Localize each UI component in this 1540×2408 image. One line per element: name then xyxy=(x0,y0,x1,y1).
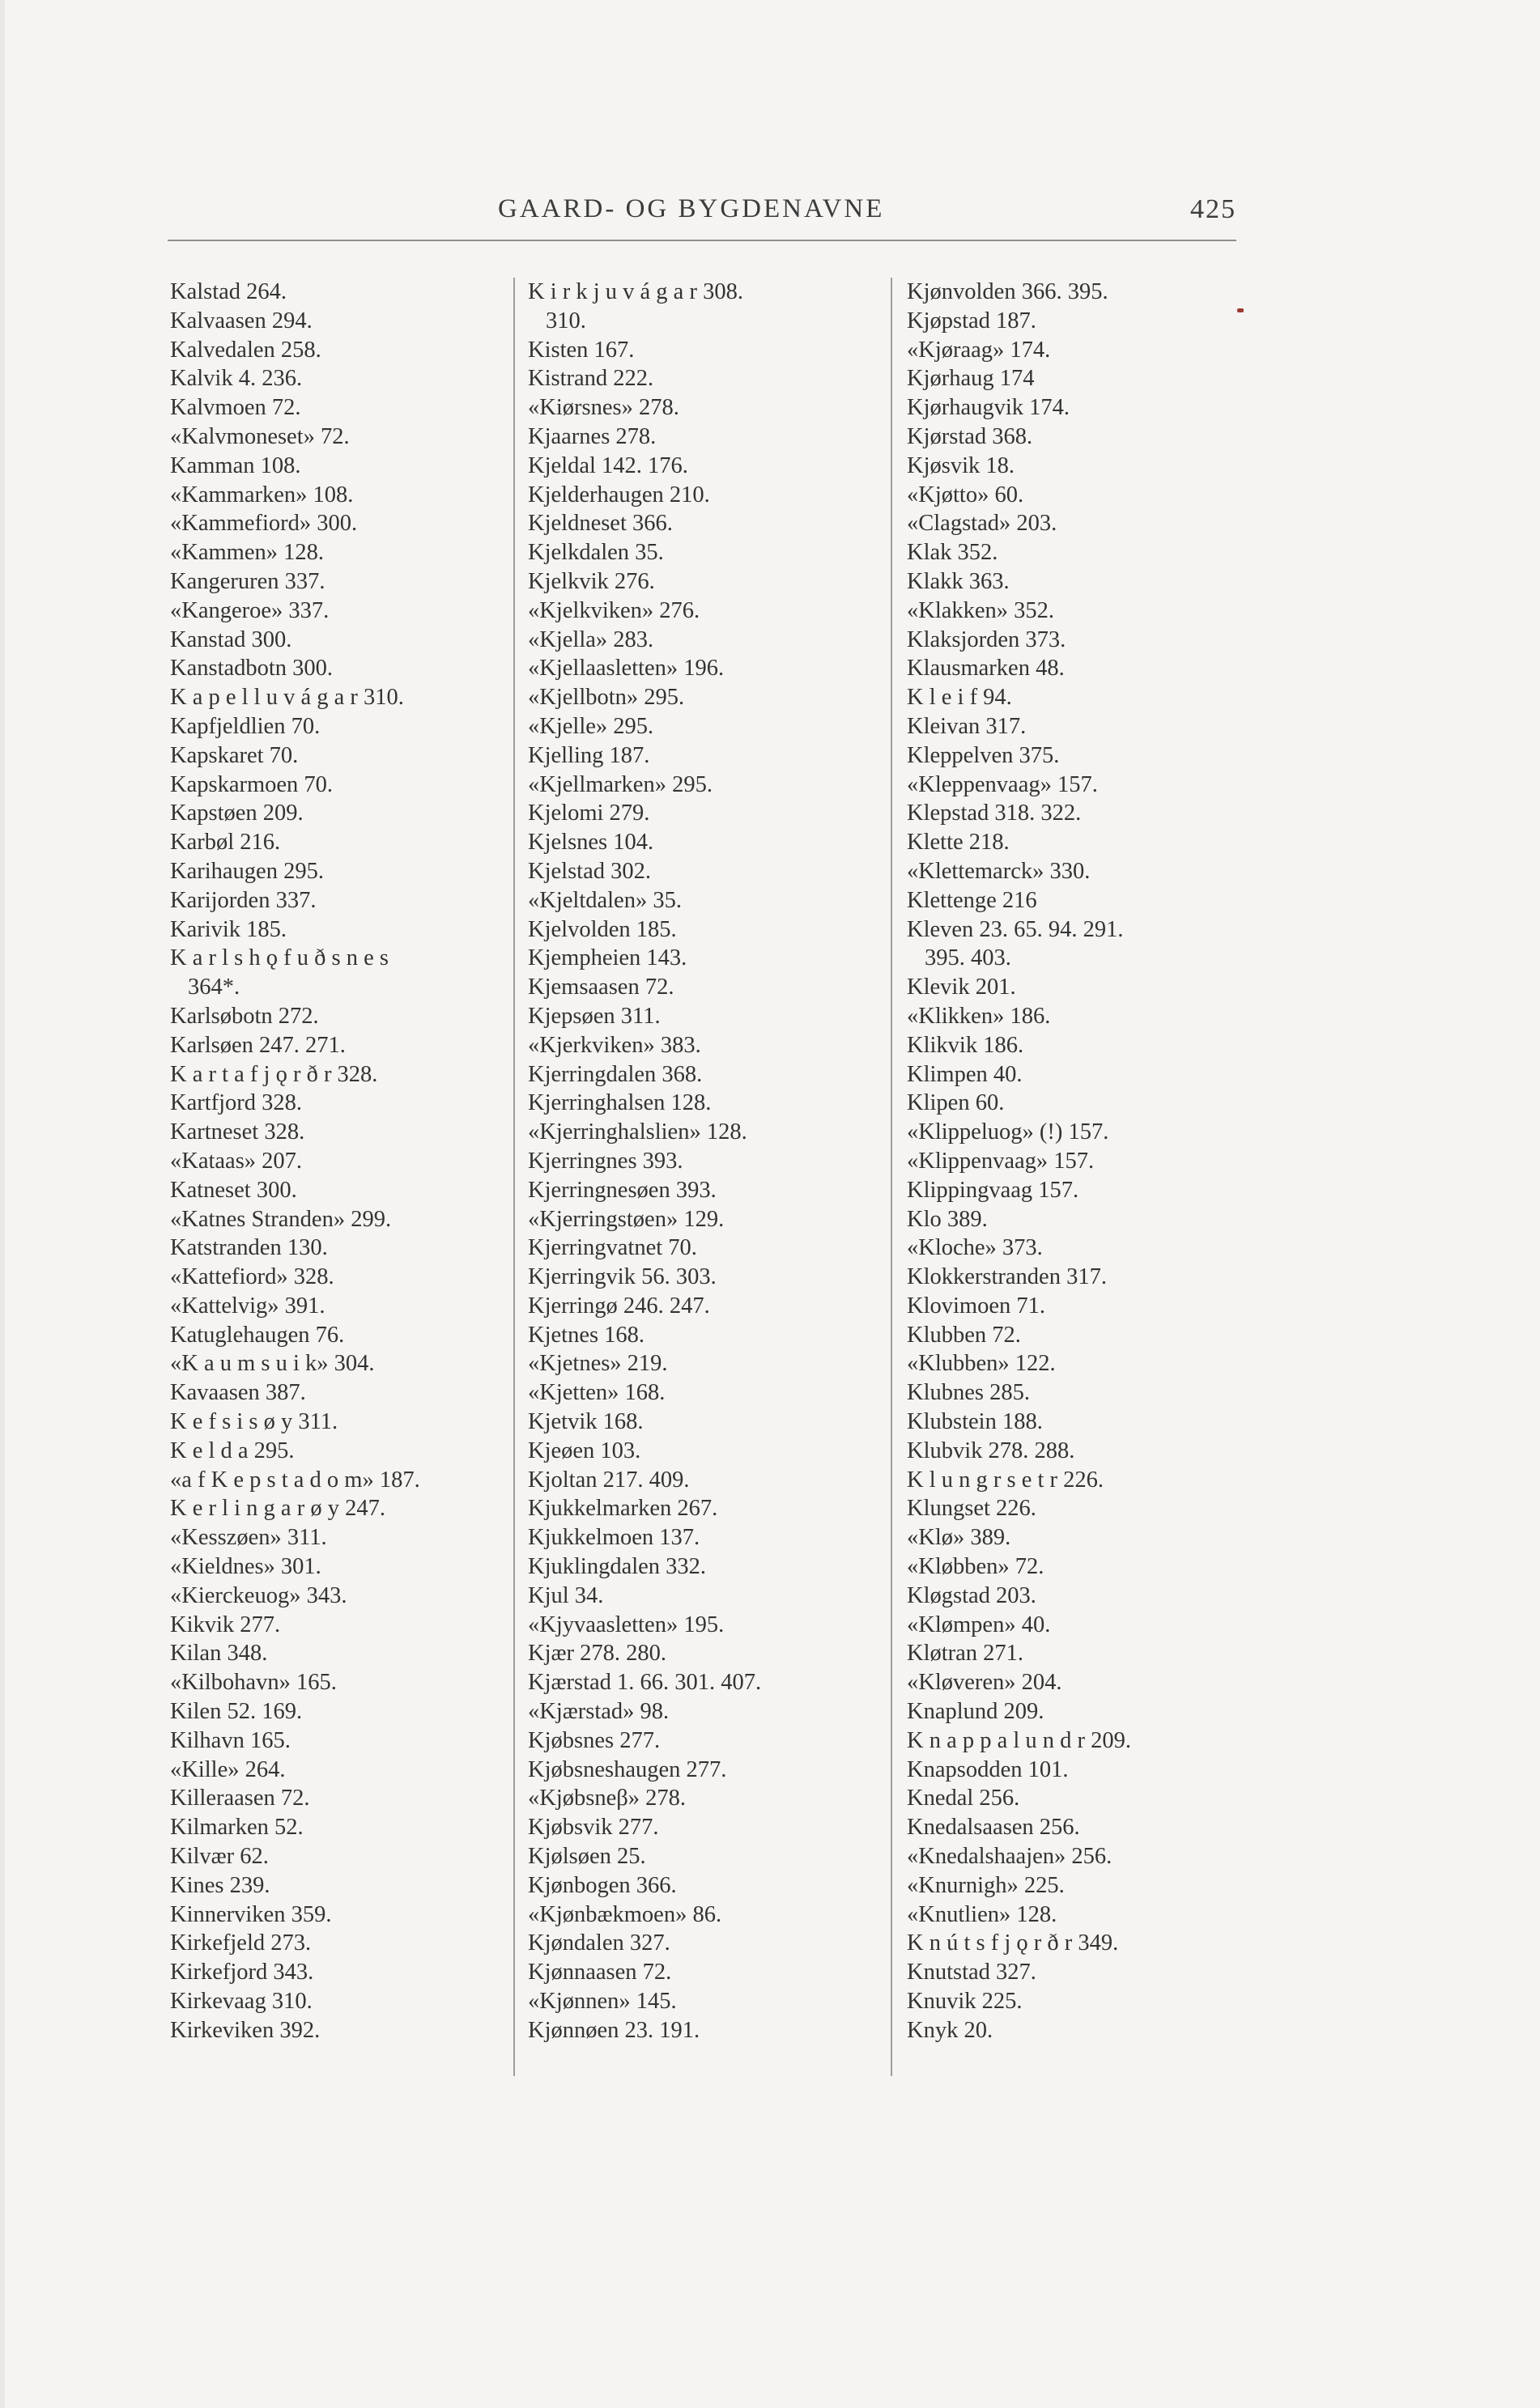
index-entry: Kjelling 187. xyxy=(528,742,650,768)
index-entry: Kangeruren 337. xyxy=(170,568,325,594)
index-entry: Kalvik 4. 236. xyxy=(170,366,303,392)
index-entry: «Katnes Stranden» 299. xyxy=(170,1206,392,1232)
index-entry: Kjukkelmarken 267. xyxy=(528,1496,718,1522)
index-entry: «Kjellaasletten» 196. xyxy=(528,656,725,682)
index-entry: Kjøbsnes 277. xyxy=(528,1727,661,1753)
index-entry: Kjemsaasen 72. xyxy=(528,975,674,1000)
index-entry: Kjul 34. xyxy=(528,1582,604,1608)
index-entry: Kalvmoen 72. xyxy=(170,395,301,421)
index-entry: Kilan 348. xyxy=(170,1641,268,1667)
index-entry: Kjøbsneshaugen 277. xyxy=(528,1756,727,1782)
index-entry: «Kataas» 207. xyxy=(170,1148,303,1174)
index-entry: Klausmarken 48. xyxy=(907,656,1065,682)
index-entry: Klungset 226. xyxy=(907,1496,1036,1522)
index-entry: «Kjærstad» 98. xyxy=(528,1699,670,1725)
index-entry: «a f K e p s t a d o m» 187. xyxy=(170,1467,420,1493)
index-entry: «Kille» 264. xyxy=(170,1756,286,1782)
index-column-3 xyxy=(907,278,1263,2045)
index-entry: Kjeøen 103. xyxy=(528,1438,641,1463)
index-entry: Kjærstad 1. 66. 301. 407. xyxy=(528,1670,762,1696)
index-entry: Knuvik 225. xyxy=(907,1989,1023,2015)
index-entry: K e l d a 295. xyxy=(170,1438,295,1463)
index-entry: «Knutlien» 128. xyxy=(907,1901,1057,1927)
index-entry: Kjoltan 217. 409. xyxy=(528,1467,690,1493)
index-entry: Kapskaret 70. xyxy=(170,742,299,768)
index-entry: Kjeldneset 366. xyxy=(528,511,673,537)
index-entry: Kartneset 328. xyxy=(170,1119,305,1145)
index-entry: Kjerringnesøen 393. xyxy=(528,1177,717,1203)
index-entry: Kirkefjord 343. xyxy=(170,1960,314,1985)
index-entry: «Kjønnen» 145. xyxy=(528,1989,677,2015)
index-entry: Kinnerviken 359. xyxy=(170,1901,332,1927)
index-entry: «Kloche» 373. xyxy=(907,1235,1043,1261)
index-entry: Kjerringø 246. 247. xyxy=(528,1293,710,1319)
index-entry: Karivik 185. xyxy=(170,916,287,942)
index-entry: Karijorden 337. xyxy=(170,887,317,913)
index-entry: Klette 218. xyxy=(907,830,1010,856)
page-edge-shadow xyxy=(0,0,5,2408)
index-entry: Kjelvolden 185. xyxy=(528,916,677,942)
index-entry: Kalstad 264. xyxy=(170,279,287,304)
index-entry: «Kleppenvaag» 157. xyxy=(907,771,1098,797)
index-entry: Kjerringvatnet 70. xyxy=(528,1235,697,1261)
index-entry: «Kalvmoneset» 72. xyxy=(170,423,350,449)
index-entry: Kirkefjeld 273. xyxy=(170,1930,312,1956)
index-entry: K n ú t s f j ǫ r ð r 349. xyxy=(907,1930,1119,1956)
index-entry: «Kjøraag» 174. xyxy=(907,337,1051,363)
index-entry: «Kjerringhalslien» 128. xyxy=(528,1119,747,1145)
index-entry: «Kløveren» 204. xyxy=(907,1670,1062,1696)
header-rule xyxy=(168,240,1236,241)
index-entry: Kleivan 317. xyxy=(907,713,1027,739)
index-entry: «Kløbben» 72. xyxy=(907,1554,1044,1580)
index-entry: Knedal 256. xyxy=(907,1786,1020,1811)
index-entry: «Kjelkviken» 276. xyxy=(528,597,700,623)
index-entry: Kleven 23. 65. 94. 291. xyxy=(907,916,1124,942)
index-entry: Killeraasen 72. xyxy=(170,1786,310,1811)
index-entry: «Kjyvaasletten» 195. xyxy=(528,1612,725,1637)
index-entry: Kjøndalen 327. xyxy=(528,1930,670,1956)
index-entry: Kjukkelmoen 137. xyxy=(528,1525,700,1551)
index-entry: Knaplund 209. xyxy=(907,1699,1044,1725)
index-entry: «K a u m s u i k» 304. xyxy=(170,1351,375,1377)
index-column-2 xyxy=(528,278,884,2045)
index-entry: Klokkerstranden 317. xyxy=(907,1264,1107,1290)
index-entry: «Klippenvaag» 157. xyxy=(907,1148,1095,1174)
index-entry: K l u n g r s e t r 226. xyxy=(907,1467,1104,1493)
index-entry: Kjønvolden 366. 395. xyxy=(907,279,1108,304)
index-entry: Kjeldal 142. 176. xyxy=(528,452,688,478)
index-entry: Kløtran 271. xyxy=(907,1641,1024,1667)
index-entry: «Klø» 389. xyxy=(907,1525,1011,1551)
index-entry: Klippingvaag 157. xyxy=(907,1177,1079,1203)
column-divider-1 xyxy=(513,278,515,2076)
index-entry: «Kattelvig» 391. xyxy=(170,1293,325,1319)
index-entry: Klikvik 186. xyxy=(907,1032,1024,1058)
index-entry: Klovimoen 71. xyxy=(907,1293,1045,1319)
index-entry: Kjølsøen 25. xyxy=(528,1844,646,1870)
index-entry: «Kjeltdalen» 35. xyxy=(528,887,682,913)
index-entry: «Kjellbotn» 295. xyxy=(528,685,685,711)
index-entry: Kapstøen 209. xyxy=(170,801,304,826)
index-entry: Kapskarmoen 70. xyxy=(170,771,334,797)
index-entry: Kjelkvik 276. xyxy=(528,568,655,594)
index-entry: Klettenge 216 xyxy=(907,887,1037,913)
index-entry: «Kjøtto» 60. xyxy=(907,482,1024,508)
column-divider-2 xyxy=(891,278,892,2076)
index-entry: «Kjella» 283. xyxy=(528,626,654,652)
index-entry: Kjaarnes 278. xyxy=(528,423,657,449)
index-entry: «Knurnigh» 225. xyxy=(907,1872,1065,1898)
index-entry: «Knedalshaajen» 256. xyxy=(907,1844,1112,1870)
index-entry: K e r l i n g a r ø y 247. xyxy=(170,1496,385,1522)
index-entry: K a p e l l u v á g a r 310. xyxy=(170,685,404,711)
index-entry: Klubstein 188. xyxy=(907,1409,1043,1435)
index-entry: Kløgstad 203. xyxy=(907,1582,1036,1608)
index-entry: Kilvær 62. xyxy=(170,1844,269,1870)
index-entry: Kamman 108. xyxy=(170,452,301,478)
index-entry: «Kattefiord» 328. xyxy=(170,1264,334,1290)
index-entry: Kjønnaasen 72. xyxy=(528,1960,672,1985)
index-entry: Kjerringhalsen 128. xyxy=(528,1090,712,1116)
page-header xyxy=(172,194,1236,235)
index-entry: Kilmarken 52. xyxy=(170,1815,304,1841)
index-entry: Kjetvik 168. xyxy=(528,1409,644,1435)
index-entry: «Kjøbsneβ» 278. xyxy=(528,1786,686,1811)
index-entry: «Kammefiord» 300. xyxy=(170,511,358,537)
index-entry: «Kiørsnes» 278. xyxy=(528,395,679,421)
index-entry: Kanstad 300. xyxy=(170,626,292,652)
index-entry: Klubben 72. xyxy=(907,1322,1021,1348)
index-entry: Knapsodden 101. xyxy=(907,1756,1069,1782)
index-entry: Karlsøbotn 272. xyxy=(170,1003,319,1029)
index-entry: 395. 403. xyxy=(925,945,1011,971)
index-entry: Kanstadbotn 300. xyxy=(170,656,334,682)
index-entry: Kjuklingdalen 332. xyxy=(528,1554,707,1580)
index-entry: Kistrand 222. xyxy=(528,366,654,392)
index-entry: «Klubben» 122. xyxy=(907,1351,1056,1377)
index-entry: «Klikken» 186. xyxy=(907,1003,1051,1029)
index-entry: «Kjerringstøen» 129. xyxy=(528,1206,725,1232)
index-entry: Karbøl 216. xyxy=(170,830,281,856)
index-entry: «Kangeroe» 337. xyxy=(170,597,330,623)
index-entry: 310. xyxy=(546,308,586,333)
index-entry: «Klakken» 352. xyxy=(907,597,1055,623)
index-entry: K e f s i s ø y 311. xyxy=(170,1409,338,1435)
index-entry: «Kammen» 128. xyxy=(170,540,324,566)
index-entry: Kjønnøen 23. 191. xyxy=(528,2017,700,2043)
index-entry: «Kjønbækmoen» 86. xyxy=(528,1901,722,1927)
index-entry: Klipen 60. xyxy=(907,1090,1005,1116)
index-entry: Kjetnes 168. xyxy=(528,1322,645,1348)
index-entry: Kalvedalen 258. xyxy=(170,337,321,363)
index-column-1 xyxy=(170,278,526,2045)
index-entry: Kjørstad 368. xyxy=(907,423,1033,449)
index-entry: Klakk 363. xyxy=(907,568,1010,594)
index-entry: Katneset 300. xyxy=(170,1177,297,1203)
index-entry: Kjempheien 143. xyxy=(528,945,687,971)
index-entry: Kilen 52. 169. xyxy=(170,1699,303,1725)
index-entry: Kikvik 277. xyxy=(170,1612,281,1637)
index-entry: Knutstad 327. xyxy=(907,1960,1036,1985)
index-entry: Klevik 201. xyxy=(907,975,1016,1000)
index-entry: Klo 389. xyxy=(907,1206,988,1232)
index-entry: K a r l s h ǫ f u ð s n e s xyxy=(170,945,389,971)
index-entry: Kisten 167. xyxy=(528,337,635,363)
index-entry: Knedalsaasen 256. xyxy=(907,1815,1080,1841)
index-entry: Kjørhaug 174 xyxy=(907,366,1035,392)
index-entry: «Clagstad» 203. xyxy=(907,511,1057,537)
index-entry: Kjelkdalen 35. xyxy=(528,540,664,566)
index-entry: Klaksjorden 373. xyxy=(907,626,1066,652)
index-entry: Kjørhaugvik 174. xyxy=(907,395,1070,421)
index-entry: Kjelstad 302. xyxy=(528,858,651,884)
index-entry: Klubnes 285. xyxy=(907,1380,1030,1406)
index-entry: «Kesszøen» 311. xyxy=(170,1525,327,1551)
index-entry: Kjerringnes 393. xyxy=(528,1148,683,1174)
index-entry: Kjøpstad 187. xyxy=(907,308,1036,333)
index-entry: «Kjetnes» 219. xyxy=(528,1351,668,1377)
index-entry: Kapfjeldlien 70. xyxy=(170,713,321,739)
index-entry: Kjøbsvik 277. xyxy=(528,1815,659,1841)
index-entry: «Kjerkviken» 383. xyxy=(528,1032,701,1058)
index-entry: Kjerringdalen 368. xyxy=(528,1061,703,1087)
index-entry: Kalvaasen 294. xyxy=(170,308,313,333)
index-entry: K l e i f 94. xyxy=(907,685,1012,711)
index-entry: Klepstad 318. 322. xyxy=(907,801,1082,826)
index-entry: «Klømpen» 40. xyxy=(907,1612,1051,1637)
index-entry: Kjøsvik 18. xyxy=(907,452,1015,478)
index-entry: Kjelderhaugen 210. xyxy=(528,482,710,508)
ink-speck xyxy=(1237,308,1244,312)
index-entry: Knyk 20. xyxy=(907,2017,993,2043)
index-entry: Katstranden 130. xyxy=(170,1235,328,1261)
index-entry: Kirkevaag 310. xyxy=(170,1989,313,2015)
page-number: 425 xyxy=(1190,194,1236,224)
index-entry: K i r k j u v á g a r 308. xyxy=(528,279,743,304)
index-entry: Karlsøen 247. 271. xyxy=(170,1032,346,1058)
index-entry: Kirkeviken 392. xyxy=(170,2017,321,2043)
index-entry: «Kieldnes» 301. xyxy=(170,1554,321,1580)
index-entry: «Kilbohavn» 165. xyxy=(170,1670,337,1696)
index-entry: «Klippeluog» (!) 157. xyxy=(907,1119,1109,1145)
index-entry: Klak 352. xyxy=(907,540,998,566)
index-entry: «Kammarken» 108. xyxy=(170,482,354,508)
index-entry: Katuglehaugen 76. xyxy=(170,1322,345,1348)
index-entry: Kavaasen 387. xyxy=(170,1380,306,1406)
index-entry: «Kjetten» 168. xyxy=(528,1380,666,1406)
index-entry: «Kjelle» 295. xyxy=(528,713,654,739)
index-entry: Karihaugen 295. xyxy=(170,858,324,884)
index-entry: 364*. xyxy=(188,975,240,1000)
index-entry: Kartfjord 328. xyxy=(170,1090,303,1116)
index-entry: Kjepsøen 311. xyxy=(528,1003,661,1029)
index-entry: «Kierckeuog» 343. xyxy=(170,1582,347,1608)
index-entry: Kilhavn 165. xyxy=(170,1727,291,1753)
index-entry: Kjelsnes 104. xyxy=(528,830,654,856)
index-entry: Kjelomi 279. xyxy=(528,801,650,826)
running-title: GAARD- OG BYGDENAVNE xyxy=(498,194,885,223)
index-entry: Kleppelven 375. xyxy=(907,742,1060,768)
index-entry: Klubvik 278. 288. xyxy=(907,1438,1075,1463)
index-entry: Kjønbogen 366. xyxy=(528,1872,677,1898)
index-entry: «Kjellmarken» 295. xyxy=(528,771,713,797)
index-entry: Kjær 278. 280. xyxy=(528,1641,666,1667)
index-entry: K n a p p a l u n d r 209. xyxy=(907,1727,1132,1753)
index-entry: Kines 239. xyxy=(170,1872,270,1898)
index-entry: Kjerringvik 56. 303. xyxy=(528,1264,717,1290)
index-entry: Klimpen 40. xyxy=(907,1061,1023,1087)
index-entry: «Klettemarck» 330. xyxy=(907,858,1091,884)
index-entry: K a r t a f j ǫ r ð r 328. xyxy=(170,1061,378,1087)
